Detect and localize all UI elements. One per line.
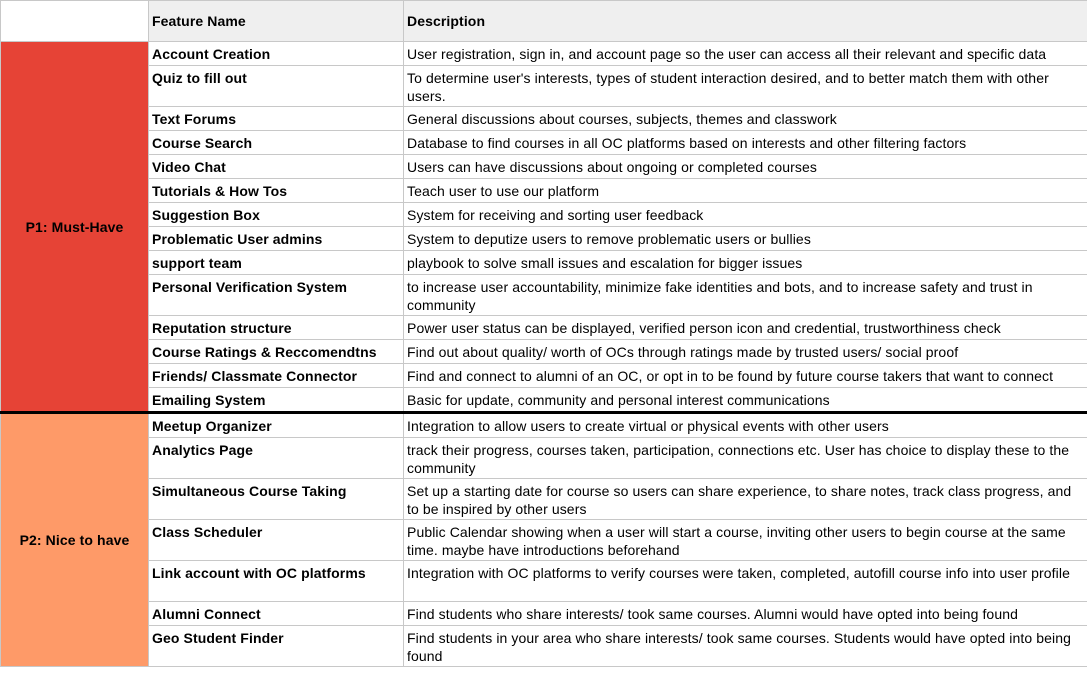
- table-row: [1, 561, 1087, 602]
- feature-name: Text Forums: [149, 107, 404, 131]
- table-row: [1, 626, 1087, 667]
- feature-description: System for receiving and sorting user feedback: [404, 203, 1087, 227]
- table-row: [1, 364, 1087, 388]
- feature-description: Basic for update, community and personal interest communications: [404, 388, 1087, 413]
- feature-name: Account Creation: [149, 42, 404, 66]
- feature-description: Integration with OC platforms to verify courses were taken, completed, autofill course info into user profile: [404, 561, 1087, 602]
- feature-description: Find and connect to alumni of an OC, or opt in to be found by future course takers that want to connect: [404, 364, 1087, 388]
- header-feature-name: Feature Name: [149, 1, 404, 42]
- priority-label-p2: P2: Nice to have: [1, 413, 149, 667]
- header-description: Description: [404, 1, 1087, 42]
- table-row: [1, 203, 1087, 227]
- table-row: [1, 275, 1087, 316]
- feature-name: Quiz to fill out: [149, 66, 404, 107]
- table-row: [1, 340, 1087, 364]
- feature-name: Simultaneous Course Taking: [149, 479, 404, 520]
- feature-name: Reputation structure: [149, 316, 404, 340]
- table-row: [1, 107, 1087, 131]
- feature-name: Alumni Connect: [149, 602, 404, 626]
- feature-description: System to deputize users to remove problematic users or bullies: [404, 227, 1087, 251]
- feature-description: Database to find courses in all OC platforms based on interests and other filtering factors: [404, 131, 1087, 155]
- table-row: [1, 42, 1087, 66]
- table-row: [1, 316, 1087, 340]
- priority-label-p1: P1: Must-Have: [1, 42, 149, 413]
- table-row: [1, 251, 1087, 275]
- feature-description: Find students who share interests/ took same courses. Alumni would have opted into being found: [404, 602, 1087, 626]
- feature-description: Users can have discussions about ongoing or completed courses: [404, 155, 1087, 179]
- feature-name: Suggestion Box: [149, 203, 404, 227]
- feature-name: Personal Verification System: [149, 275, 404, 316]
- table-row: [1, 520, 1087, 561]
- table-row: [1, 388, 1087, 413]
- feature-name: Problematic User admins: [149, 227, 404, 251]
- table-row: [1, 179, 1087, 203]
- table-row: [1, 602, 1087, 626]
- feature-name: Class Scheduler: [149, 520, 404, 561]
- table-row: [1, 131, 1087, 155]
- feature-name: Analytics Page: [149, 438, 404, 479]
- feature-description: to increase user accountability, minimize fake identities and bots, and to increase safety and trust in community: [404, 275, 1087, 316]
- table-row: [1, 413, 1087, 438]
- feature-name: Emailing System: [149, 388, 404, 413]
- feature-description: Set up a starting date for course so users can share experience, to share notes, track class progress, and to be inspired by other users: [404, 479, 1087, 520]
- feature-name: Video Chat: [149, 155, 404, 179]
- feature-description: playbook to solve small issues and escalation for bigger issues: [404, 251, 1087, 275]
- feature-description: Find out about quality/ worth of OCs through ratings made by trusted users/ social proof: [404, 340, 1087, 364]
- feature-description: User registration, sign in, and account page so the user can access all their relevant and specific data: [404, 42, 1087, 66]
- feature-description: Teach user to use our platform: [404, 179, 1087, 203]
- table-row: [1, 66, 1087, 107]
- feature-description: To determine user's interests, types of student interaction desired, and to better match them with other users.: [404, 66, 1087, 107]
- feature-description: Power user status can be displayed, verified person icon and credential, trustworthiness check: [404, 316, 1087, 340]
- feature-name: Meetup Organizer: [149, 413, 404, 438]
- feature-description: Find students in your area who share interests/ took same courses. Students would have opted into being found: [404, 626, 1087, 667]
- feature-name: Geo Student Finder: [149, 626, 404, 667]
- feature-description: General discussions about courses, subjects, themes and classwork: [404, 107, 1087, 131]
- feature-name: Link account with OC platforms: [149, 561, 404, 602]
- table-row: [1, 155, 1087, 179]
- feature-name: Friends/ Classmate Connector: [149, 364, 404, 388]
- header-priority: [1, 1, 149, 42]
- feature-description: Public Calendar showing when a user will start a course, inviting other users to begin course at the same time. maybe have introductions beforehand: [404, 520, 1087, 561]
- feature-name: Course Search: [149, 131, 404, 155]
- feature-name: Tutorials & How Tos: [149, 179, 404, 203]
- table-row: [1, 438, 1087, 479]
- table-row: [1, 479, 1087, 520]
- header-row: [1, 1, 1087, 42]
- feature-name: support team: [149, 251, 404, 275]
- feature-description: track their progress, courses taken, participation, connections etc. User has choice to display these to the community: [404, 438, 1087, 479]
- feature-name: Course Ratings & Reccomendtns: [149, 340, 404, 364]
- feature-description: Integration to allow users to create virtual or physical events with other users: [404, 413, 1087, 438]
- table-row: [1, 227, 1087, 251]
